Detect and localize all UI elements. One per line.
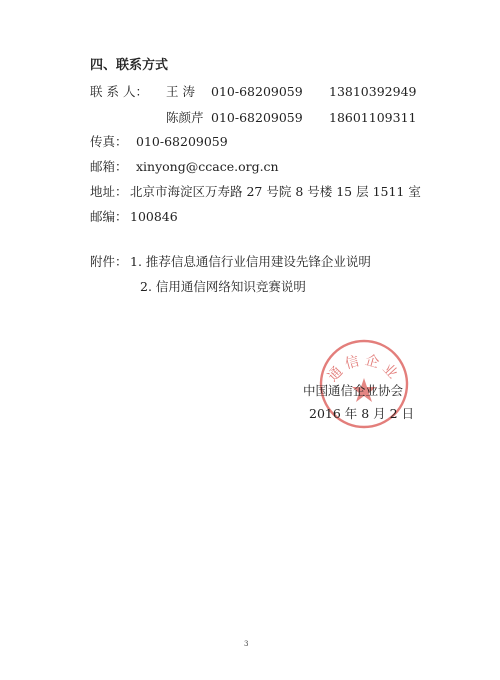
postcode-value: 100846 (130, 209, 178, 224)
contact-phone: 010-68209059 (211, 110, 303, 125)
contact-mobile: 18601109311 (329, 110, 417, 125)
svg-text:通信企业: 通信企业 (324, 352, 404, 385)
signature-date: 2016 年 8 月 2 日 (309, 406, 415, 421)
attachment-item: 1. 推荐信息通信行业信用建设先锋企业说明 (130, 254, 371, 269)
contact-mobile: 13810392949 (329, 84, 417, 99)
section-heading: 四、联系方式 (90, 58, 169, 73)
attachments-label: 附件： (90, 254, 128, 269)
email-value: xinyong@ccace.org.cn (136, 159, 279, 174)
contact-phone: 010-68209059 (211, 84, 303, 99)
address-value: 北京市海淀区万寿路 27 号院 8 号楼 15 层 1511 室 (130, 184, 421, 199)
contact-name: 陈颜芹 (166, 110, 204, 125)
contact-label: 联 系 人： (90, 84, 148, 99)
email-label: 邮箱： (90, 159, 128, 174)
fax-value: 010-68209059 (136, 134, 228, 149)
fax-label: 传真： (90, 134, 128, 149)
organization-name: 中国通信企业协会 (303, 383, 404, 398)
contact-name: 王 涛 (166, 84, 195, 99)
page-number: 3 (244, 640, 249, 648)
attachment-item: 2. 信用通信网络知识竞赛说明 (140, 279, 306, 294)
address-label: 地址： (90, 184, 128, 199)
postcode-label: 邮编： (90, 209, 128, 224)
